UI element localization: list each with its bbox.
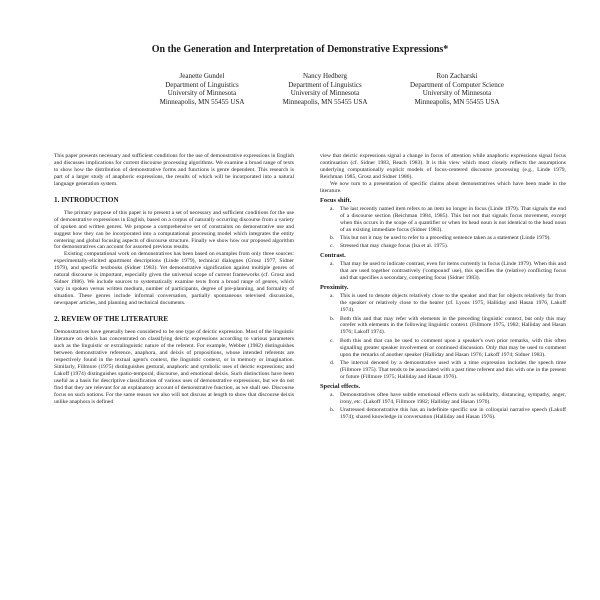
- author-dept: Department of Computer Science: [410, 80, 504, 89]
- contrast-heading: Contrast.: [320, 252, 346, 260]
- item-label: b.: [330, 315, 335, 322]
- section-1-heading: 1. INTRODUCTION: [54, 195, 119, 204]
- item-label: c.: [330, 243, 334, 250]
- focus-shift-item: [330, 243, 566, 250]
- author-univ: University of Minnesota: [422, 89, 492, 98]
- author-city: Minneapolis, MN 55455 USA: [159, 97, 245, 106]
- item-text: Unstressed demonstrative this has an indefinite specific use in colloquial narrative speech (Lakoff 1974); shared knowledge in conversation (Halliday and Hasan 1976).: [340, 407, 566, 421]
- author-name: Jeanette Gundel: [179, 72, 225, 80]
- author-univ: University of Minnesota: [167, 89, 237, 98]
- right-column: [320, 153, 566, 423]
- section-2-paragraph-1: Demonstratives have generally been considered to be one type of deictic expression. Most of the linguistic literature on deixis has concentrated on classifying deictic expressions according to various parameters such as the linguistic or extralinguistic nature of the referent. For example, Webber (1982) distinguishes between demonstrative reference, anaphora, and deixis of propositions, whose intended referents are respectively found in the textual agent's context, the linguistic context, or in memory or imagination. Similarly, Fillmore (1975) distinguishes gestural, anaphoric and symbolic uses of deictic expressions; and Lakoff (1974) distinguishes spatio-temporal, discourse, and emotional deixis. Such distinctions have been useful as a basis for descriptive classification of various uses of demonstrative expressions, but we do not find that they are relevant for an explanatory account of demonstrative function, as we shall see. Discourse focus on such notions. For the same reason we also will not discuss at length to show that discourse deixis unlike anaphora is defined: [54, 329, 294, 405]
- author-city: Minneapolis, MN 55455 USA: [414, 97, 500, 106]
- item-label: b.: [330, 234, 335, 241]
- author-name: Ron Zacharski: [436, 72, 478, 80]
- author-name: Nancy Hedberg: [303, 72, 347, 80]
- proximity-item: [330, 360, 566, 381]
- focus-shift-heading: Focus shift.: [320, 196, 352, 204]
- item-text: That may be used to indicate contrast, even for items currently in focus (Linde 1979). When this and that are used together contrastively ('compound' use), this specifies the (relative) conflicting focus and that specifies a secondary, competing focus (Sidner 1983).: [340, 261, 566, 282]
- right-paragraph-2: We now turn to a presentation of specific claims about demonstratives which have been made in the literature.: [320, 180, 566, 194]
- contrast-item: [330, 261, 566, 282]
- section-2-heading: 2. REVIEW OF THE LITERATURE: [54, 315, 169, 324]
- proximity-item: [330, 293, 566, 314]
- item-label: a.: [330, 205, 334, 212]
- section-1-paragraph-1: The primary purpose of this paper is to present a set of necessary and sufficient conditions for the use of demonstrative expressions in English, based on a corpus of naturally occurring discourse from a variety of spoken and written genres. We propose a comprehensive set of constraints on demonstrative use and suggest how they can be incorporated into a computational processing model which integrates the entity centering and global focusing aspects of discourse structure. Finally we show how our proposed algorithm for demonstratives can account for assorted previous results.: [54, 209, 294, 251]
- item-label: a.: [330, 261, 334, 268]
- section-1-paragraph-2: Existing computational work on demonstratives has been based on examples from only three sources: experimentally-elicited apartment descriptions (Linde 1979), technical dialogues (Grosz 1977, Sidner 1979), and specific textbooks (Sidner 1983). Yet demonstrative signification against multiple genres of natural discourse is important, especially given the universal scope of current frameworks (cf. Grosz and Sidner 1986). We include sources to systematically examine texts from a broad range of genres, which vary in spoken versus written medium, number of participants, degree of pre-planning, and formality of situation. These genres include informal conversation, partially spontaneous televised discussion, newspaper articles, and planning and technical documents.: [54, 251, 294, 307]
- author-dept: Department of Linguistics: [165, 80, 239, 89]
- paper-title: On the Generation and Interpretation of Demonstrative Expressions*: [151, 44, 449, 55]
- proximity-item: [330, 316, 566, 337]
- item-label: b.: [330, 407, 335, 414]
- item-text: The interval denoted by a demonstrative used with a time expression includes the speech time (Fillmore 1975). That tends to be associated with a past time referent and this with one in the present or future (Fillmore 1975; Halliday and Hasan 1976).: [340, 360, 566, 381]
- author-3: [372, 72, 542, 106]
- abstract: This paper presents necessary and sufficient conditions for the use of demonstrative expressions in English and discusses implications for current discourse processing algorithms. We examine a broad range of texts to show how the distribution of demonstrative forms and functions is genre dependent. This research is part of a larger study of anaphoric expressions, the results of which will be incorporated into a natural language generation system.: [54, 153, 294, 187]
- right-paragraph-1: view that deictic expressions signal a change in focus of attention while anaphoric expressions signal focus continuation (cf. Sidner 1983, Reach 1983). It is this view which most closely reflects the assumptions underlying computationally explicit models of focus-centered discourse processing (e.g., Linde 1979, Reichman 1985, Grosz and Sidner 1986).: [320, 153, 566, 180]
- proximity-item: [330, 338, 566, 359]
- item-label: a.: [330, 392, 334, 399]
- item-text: Demonstratives often have subtle emotional effects such as solidarity, distancing, sympathy, anger, irony, etc. (Lakoff 1974, Fillmore 1982; Halliday and Hasan 1976).: [340, 392, 566, 405]
- item-text: Stressed that may change focus (Isa et al. 1975).: [340, 243, 449, 250]
- item-label: c.: [330, 337, 334, 344]
- focus-shift-item: [330, 235, 566, 242]
- item-text: Both this and that may refer with elements in the preceding linguistic context, but only this may corefer with elements in the following linguistic context. (Fillmore 1975, 1982; Halliday and Hasan 1976; Lakoff 1974).: [340, 315, 566, 336]
- left-column: [54, 153, 294, 406]
- author-city: Minneapolis, MN 55455 USA: [282, 97, 368, 106]
- author-univ: University of Minnesota: [290, 89, 360, 98]
- special-effects-item: [330, 392, 566, 406]
- focus-shift-item: [330, 206, 566, 234]
- special-effects-item: [330, 407, 566, 421]
- item-text: The last recently named item refers to an item no longer in focus (Linde 1979). That signals the end of a discourse section (Reichman 1984, 1985). This but not that signals focus movement, except when this occurs in the scope of a quantifier or when its head noun is not identical to the head noun of an existing immediate focus (Sidner 1983).: [340, 205, 566, 233]
- author-dept: Department of Linguistics: [288, 80, 362, 89]
- item-text: This but not it may be used to refer to a preceding sentence taken as a statement (Linde 1979).: [340, 234, 551, 241]
- special-effects-heading: Special effects.: [320, 383, 361, 391]
- item-label: d.: [330, 360, 335, 367]
- item-text: This is used to denote objects relatively close to the speaker and that for objects relatively far from the speaker or relatively close to the hearer (cf. Lyons 1975, Halliday and Hasan 1976, Lakoff 1974).: [340, 293, 566, 314]
- proximity-heading: Proximity.: [320, 284, 349, 292]
- item-text: Both this and that can be used to comment upon a speaker's own prior remarks, with this often signalling greater speaker involvement or continued discussion. Only that may be used to comment upon the remarks of another speaker (Halliday and Hasan 1976; Lakoff 1974; Sidner 1983).: [340, 337, 566, 358]
- item-label: a.: [330, 293, 334, 300]
